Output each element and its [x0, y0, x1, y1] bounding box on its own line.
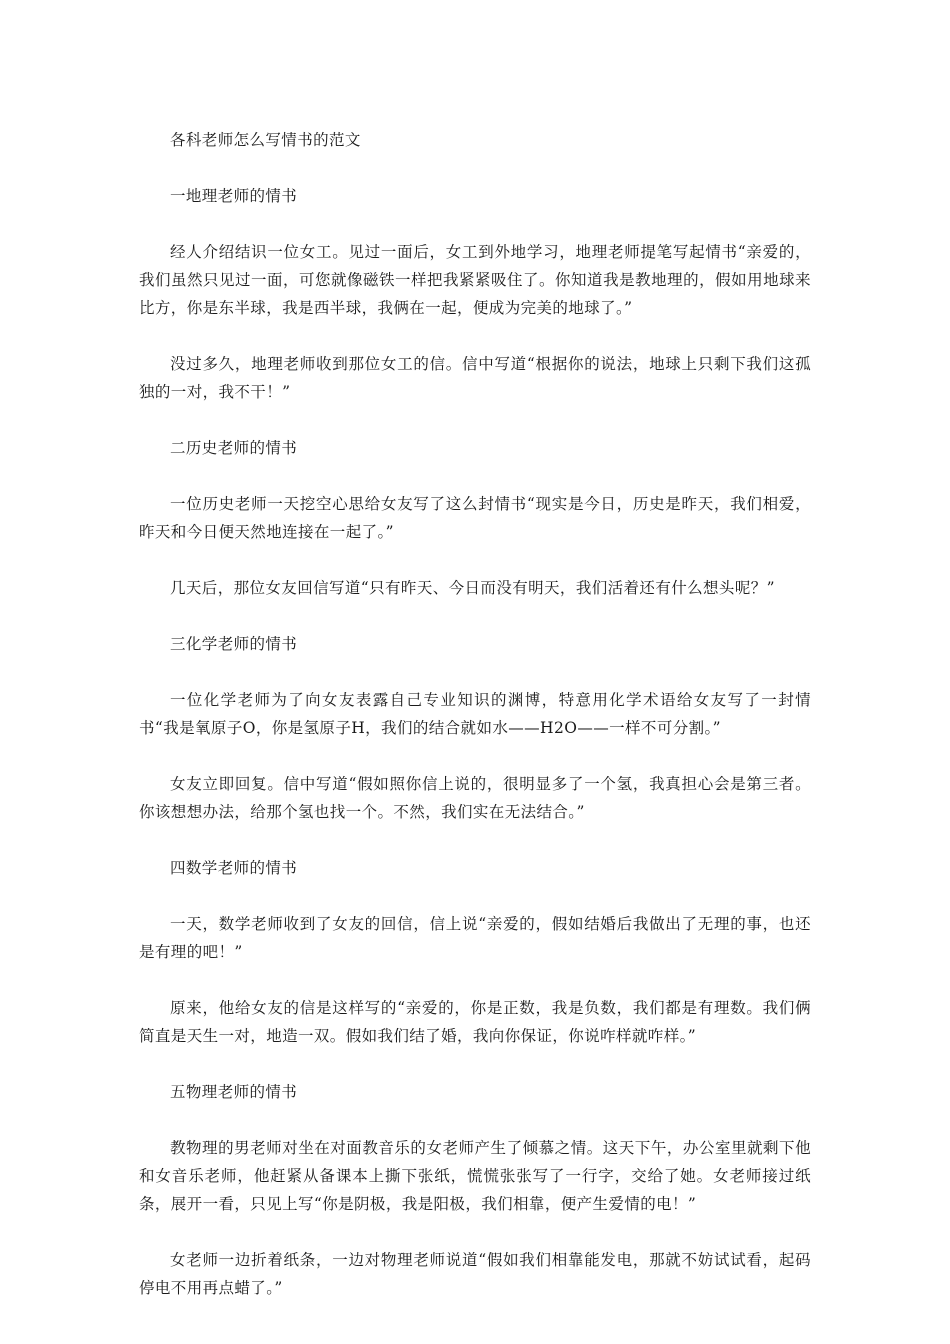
section-heading: 五物理老师的情书: [170, 1083, 298, 1101]
section-heading: 一地理老师的情书: [170, 187, 298, 205]
paragraph: 女老师一边折着纸条，一边对物理老师说道“假如我们相靠能发电，那就不妨试试看，起码停电不用再点蜡了。”: [139, 1251, 811, 1297]
paragraph: 一位历史老师一天挖空心思给女友写了这么封情书“现实是今日，历史是昨天，我们相爱，昨天和今日便天然地连接在一起了。”: [139, 495, 811, 541]
section-heading: 四数学老师的情书: [170, 859, 298, 877]
paragraph: 没过多久，地理老师收到那位女工的信。信中写道“根据你的说法，地球上只剩下我们这孤独的一对，我不干！”: [139, 355, 811, 401]
paragraph: 原来，他给女友的信是这样写的“亲爱的，你是正数，我是负数，我们都是有理数。我们俩简直是天生一对，地造一双。假如我们结了婚，我向你保证，你说咋样就咋样。”: [139, 999, 811, 1045]
paragraph: 一天，数学老师收到了女友的回信，信上说“亲爱的，假如结婚后我做出了无理的事，也还是有理的吧！”: [139, 915, 811, 961]
paragraph: 经人介绍结识一位女工。见过一面后，女工到外地学习，地理老师提笔写起情书“亲爱的，我们虽然只见过一面，可您就像磁铁一样把我紧紧吸住了。你知道我是教地理的，假如用地球来比方，你是东半球，我是西半球，我俩在一起，便成为完美的地球了。”: [139, 243, 811, 317]
document-title: 各科老师怎么写情书的范文: [170, 131, 361, 149]
paragraph: 教物理的男老师对坐在对面教音乐的女老师产生了倾慕之情。这天下午，办公室里就剩下他和女音乐老师，他赶紧从备课本上撕下张纸，慌慌张张写了一行字，交给了她。女老师接过纸条，展开一看，只见上写“你是阴极，我是阳极，我们相靠，便产生爱情的电！”: [139, 1139, 811, 1213]
section-heading: 二历史老师的情书: [170, 439, 298, 457]
paragraph: 女友立即回复。信中写道“假如照你信上说的，很明显多了一个氢，我真担心会是第三者。你该想想办法，给那个氢也找一个。不然，我们实在无法结合。”: [139, 775, 811, 821]
section-heading: 三化学老师的情书: [170, 635, 298, 653]
paragraph: 几天后，那位女友回信写道“只有昨天、今日而没有明天，我们活着还有什么想头呢？”: [170, 579, 775, 597]
paragraph: 一位化学老师为了向女友表露自己专业知识的渊博，特意用化学术语给女友写了一封情书“我是氧原子O，你是氢原子H，我们的结合就如水——H2O——一样不可分割。”: [139, 691, 811, 737]
document-body: [139, 126, 811, 1302]
